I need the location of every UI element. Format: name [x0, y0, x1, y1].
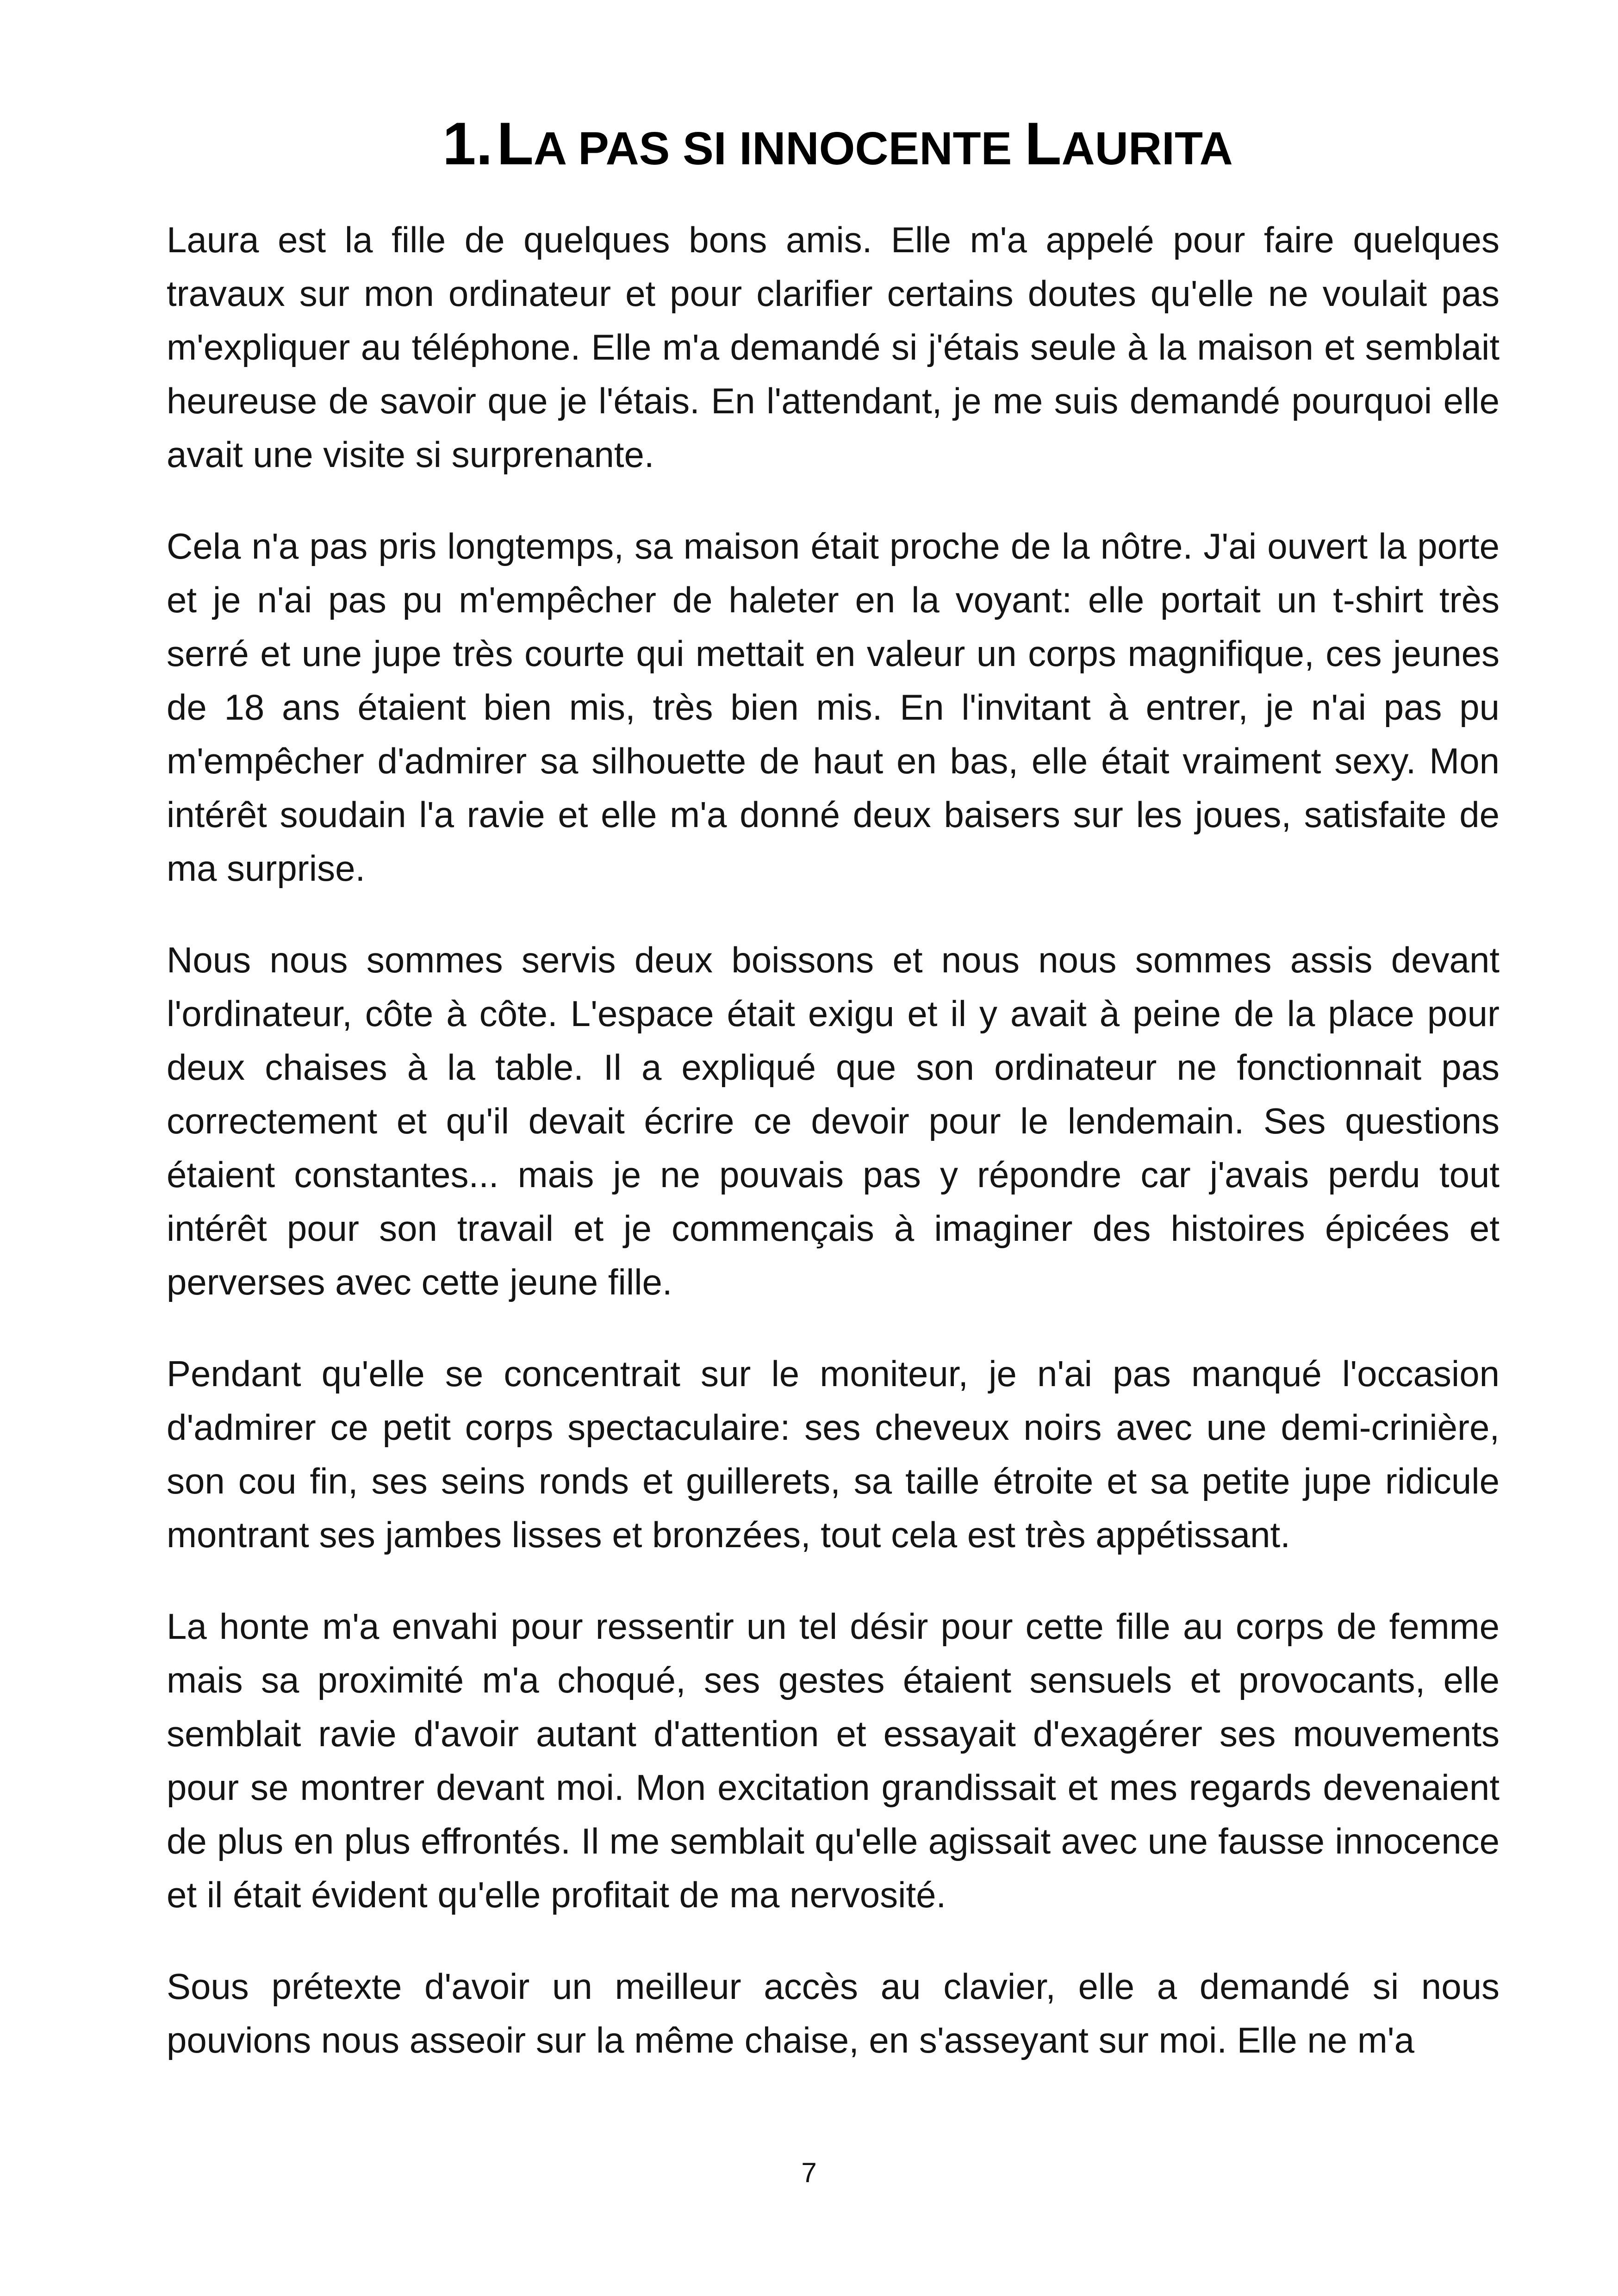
- page-number: 7: [801, 2157, 817, 2188]
- paragraph: La honte m'a envahi pour ressentir un tel désir pour cette fille au corps de femme mais sa proximité m'a choqué, ses gestes étaient sensuels et provocants, elle semblait ravie d'avoir autant d'attention et essayait d'exagérer ses mouvements pour se montrer devant moi. Mon excitation grandissait et mes regards devenaient de plus en plus effrontés. Il me semblait qu'elle agissait avec une fausse innocence et il était évident qu'elle profitait de ma nervosité.: [167, 1606, 1500, 1915]
- chapter-title-part: A PAS SI INNOCENTE: [533, 123, 1025, 174]
- body-text: [167, 213, 1500, 2105]
- paragraph: Cela n'a pas pris longtemps, sa maison était proche de la nôtre. J'ai ouvert la porte et je n'ai pas pu m'empêcher de haleter en la voyant: elle portait un t-shirt très serré et une jupe très courte qui mettait en valeur un corps magnifique, ces jeunes de 18 ans étaient bien mis, très bien mis. En l'invitant à entrer, je n'ai pas pu m'empêcher d'admirer sa silhouette de haut en bas, elle était vraiment sexy. Mon intérêt soudain l'a ravie et elle m'a donné deux baisers sur les joues, satisfaite de ma surprise.: [167, 526, 1500, 889]
- chapter-number: 1.: [442, 110, 493, 177]
- paragraph: Laura est la fille de quelques bons amis. Elle m'a appelé pour faire quelques travaux sur mon ordinateur et pour clarifier certains doutes qu'elle ne voulait pas m'expliquer au téléphone. Elle m'a demandé si j'étais seule à la maison et semblait heureuse de savoir que je l'étais. En l'attendant, je me suis demandé pourquoi elle avait une visite si surprenante.: [167, 219, 1500, 475]
- paragraph: Sous prétexte d'avoir un meilleur accès au clavier, elle a demandé si nous pouvions nous asseoir sur la même chaise, en s'asseyant sur moi. Elle ne m'a: [167, 1966, 1500, 2060]
- chapter-title: [167, 110, 1509, 177]
- paragraph: Nous nous sommes servis deux boissons et nous nous sommes assis devant l'ordinateur, côte à côte. L'espace était exigu et il y avait à peine de la place pour deux chaises à la table. Il a expliqué que son ordinateur ne fonctionnait pas correctement et qu'il devait écrire ce devoir pour le lendemain. Ses questions étaient constantes... mais je ne pouvais pas y répondre car j'avais perdu tout intérêt pour son travail et je commençais à imaginer des histoires épicées et perverses avec cette jeune fille.: [167, 940, 1500, 1302]
- paragraph: Pendant qu'elle se concentrait sur le moniteur, je n'ai pas manqué l'occasion d'admirer ce petit corps spectaculaire: ses cheveux noirs avec une demi-crinière, son cou fin, ses seins ronds et guillerets, sa taille étroite et sa petite jupe ridicule montrant ses jambes lisses et bronzées, tout cela est très appétissant.: [167, 1353, 1500, 1555]
- chapter-title-part: L: [1025, 110, 1062, 177]
- chapter-title-part: L: [497, 110, 534, 177]
- chapter-title-part: AURITA: [1061, 123, 1233, 174]
- chapter-title-text: [497, 110, 1233, 177]
